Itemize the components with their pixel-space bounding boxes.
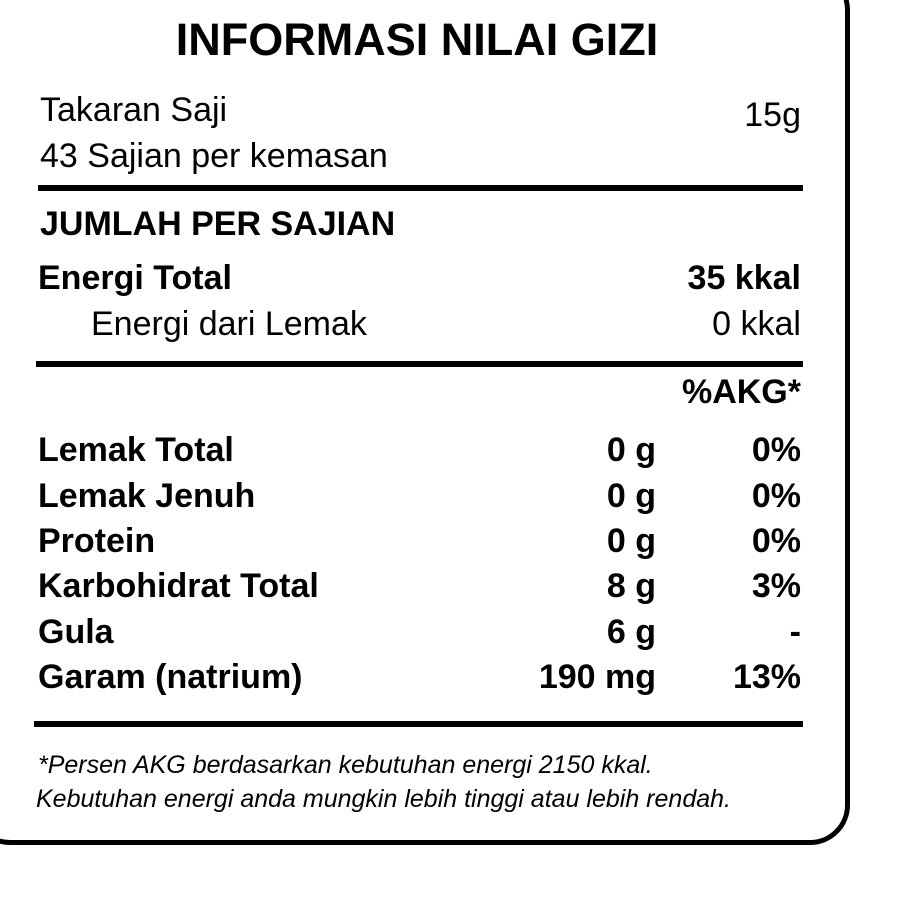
divider-thick-1 <box>38 185 803 191</box>
nutrient-akg: 0% <box>751 522 801 560</box>
divider-thick-2 <box>36 361 803 367</box>
nutrient-amount: 0 g <box>606 522 656 560</box>
per-serving-heading: JUMLAH PER SAJIAN <box>40 205 396 243</box>
servings-per-pack: 43 Sajian per kemasan <box>40 137 388 175</box>
nutrient-name: Protein <box>38 522 156 560</box>
nutrient-name: Gula <box>38 613 114 651</box>
nutrient-akg: - <box>789 613 801 651</box>
serving-size-label: Takaran Saji <box>40 91 228 129</box>
energy-fat-value: 0 kkal <box>712 305 801 343</box>
nutrient-akg: 3% <box>751 567 801 605</box>
footnote-line-2: Kebutuhan energi anda mungkin lebih tinggi atau lebih rendah. <box>36 785 731 813</box>
nutrient-akg: 0% <box>751 431 801 469</box>
akg-column-header: %AKG* <box>681 373 801 411</box>
nutrient-name: Karbohidrat Total <box>38 567 319 605</box>
serving-size-value: 15g <box>744 96 801 134</box>
nutrient-name: Lemak Jenuh <box>38 477 256 515</box>
nutrient-amount: 6 g <box>606 613 656 651</box>
label-title: INFORMASI NILAI GIZI <box>175 14 659 65</box>
energy-total-label: Energi Total <box>38 259 232 297</box>
nutrient-amount: 190 mg <box>538 658 656 696</box>
nutrient-amount: 0 g <box>606 431 656 469</box>
nutrient-akg: 0% <box>751 477 801 515</box>
nutrient-name: Garam (natrium) <box>38 658 303 696</box>
energy-fat-label: Energi dari Lemak <box>91 305 367 343</box>
footnote-line-1: *Persen AKG berdasarkan kebutuhan energi 2150 kkal. <box>38 751 653 779</box>
nutrient-name: Lemak Total <box>38 431 234 469</box>
nutrient-amount: 0 g <box>606 477 656 515</box>
nutrient-akg: 13% <box>732 658 801 696</box>
nutrient-amount: 8 g <box>606 567 656 605</box>
divider-thick-3 <box>34 721 803 727</box>
energy-total-value: 35 kkal <box>687 259 801 297</box>
